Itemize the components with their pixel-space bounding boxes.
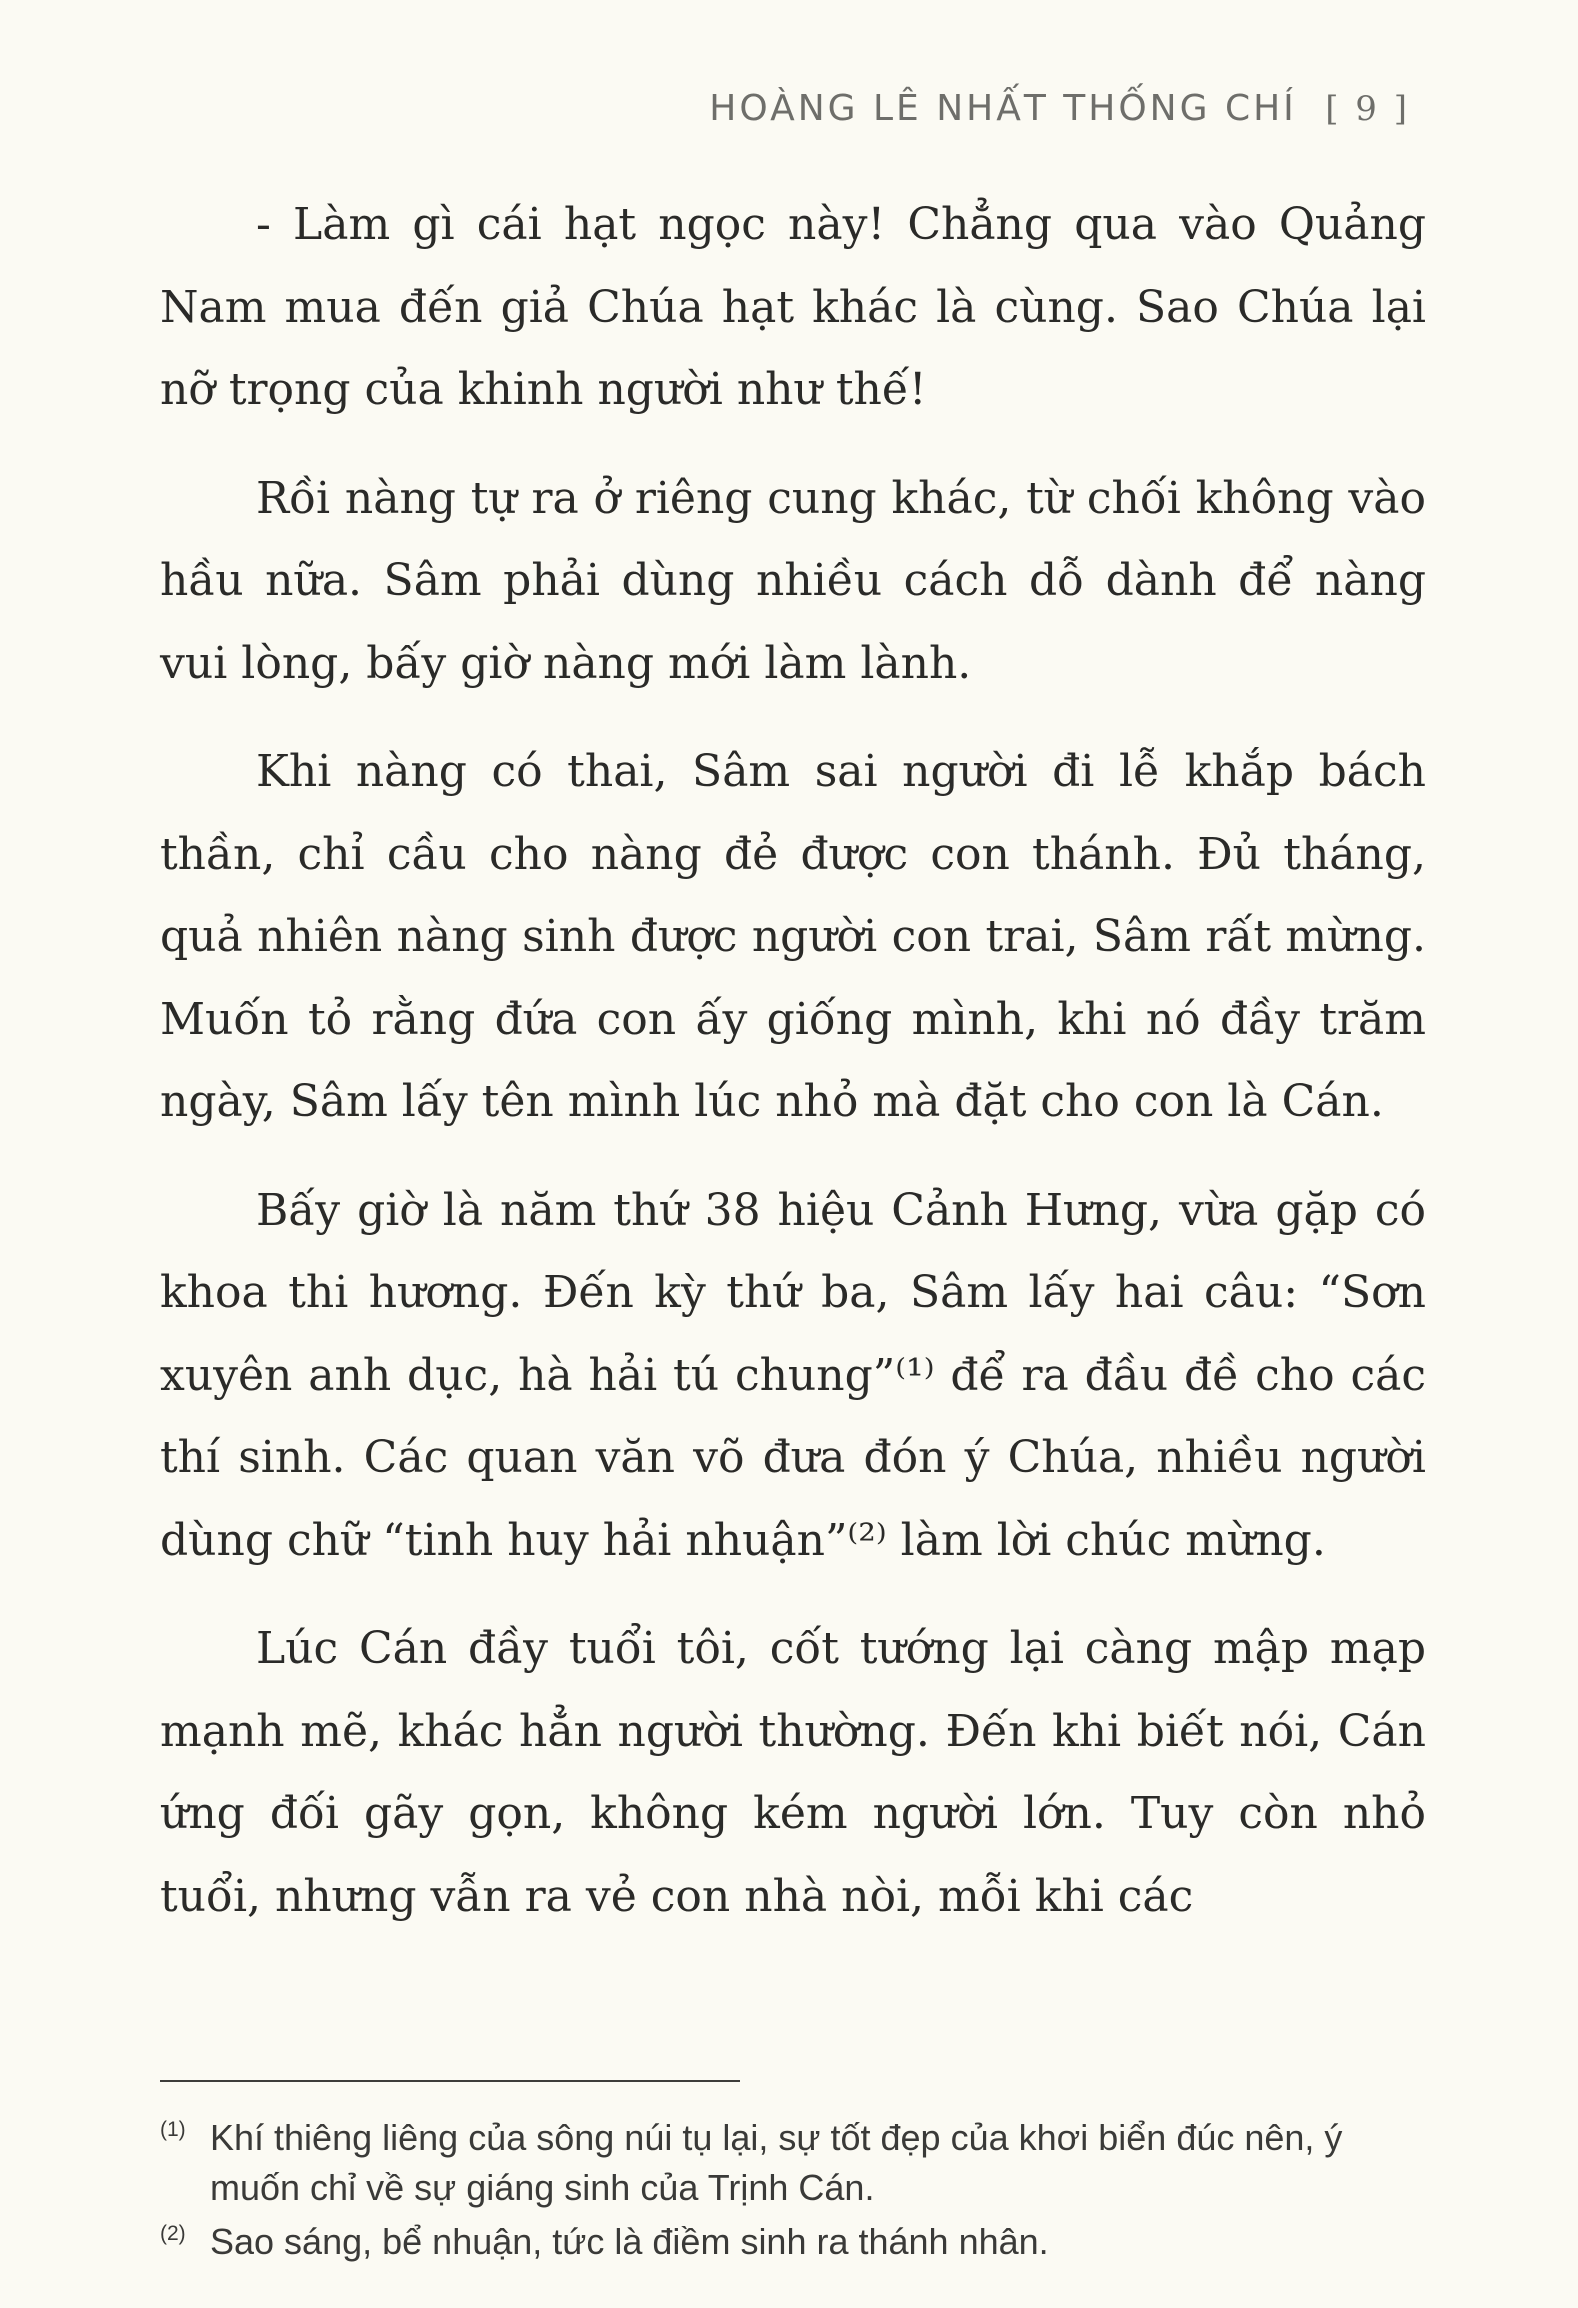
footnote-divider bbox=[160, 2080, 740, 2082]
paragraph-exam: Bấy giờ là năm thứ 38 hiệu Cảnh Hưng, vừa gặp có khoa thi hương. Đến kỳ thứ ba, Sâm lấy hai câu: “Sơn xuyên anh dục, hà hải tú chung”⁽¹⁾ để ra đầu đề cho các thí sinh. Các quan văn võ đưa đón ý Chúa, nhiều người dùng chữ “tinh huy hải nhuận”⁽²⁾ làm lời chúc mừng. bbox=[160, 1184, 1426, 1566]
footnote-1 bbox=[160, 2113, 1426, 2213]
paragraph-separate-palace: Rồi nàng tự ra ở riêng cung khác, từ chối không vào hầu nữa. Sâm phải dùng nhiều cách dỗ dành để nàng vui lòng, bấy giờ nàng mới làm lành. bbox=[160, 472, 1426, 689]
footnote-text: Sao sáng, bể nhuận, tức là điềm sinh ra thánh nhân. bbox=[210, 2221, 1049, 2262]
footnote-marker: (1) bbox=[160, 2118, 186, 2141]
footnote-2 bbox=[160, 2217, 1426, 2267]
paragraph-childhood: Lúc Cán đầy tuổi tôi, cốt tướng lại càng mập mạp mạnh mẽ, khác hẳn người thường. Đến khi biết nói, Cán ứng đối gãy gọn, không kém người lớn. Tuy còn nhỏ tuổi, nhưng vẫn ra vẻ con nhà nòi, mỗi khi các bbox=[160, 1623, 1426, 1922]
paragraph-dialogue: - Làm gì cái hạt ngọc này! Chẳng qua vào Quảng Nam mua đến giả Chúa hạt khác là cùng. Sao Chúa lại nỡ trọng của khinh người như thế! bbox=[160, 199, 1426, 415]
footnotes bbox=[160, 2113, 1426, 2271]
footnote-text: Khí thiêng liêng của sông núi tụ lại, sự tốt đẹp của khơi biển đúc nên, ý muốn chỉ về sự giáng sinh của Trịnh Cán. bbox=[210, 2117, 1343, 2208]
footnote-marker: (2) bbox=[160, 2222, 186, 2245]
running-header bbox=[709, 88, 1410, 129]
book-title: HOÀNG LÊ NHẤT THỐNG CHÍ bbox=[709, 88, 1297, 129]
paragraph-birth: Khi nàng có thai, Sâm sai người đi lễ khắp bách thần, chỉ cầu cho nàng đẻ được con thánh. Đủ tháng, quả nhiên nàng sinh được người con trai, Sâm rất mừng. Muốn tỏ rằng đứa con ấy giống mình, khi nó đầy trăm ngày, Sâm lấy tên mình lúc nhỏ mà đặt cho con là Cán. bbox=[160, 746, 1426, 1127]
page-number: [ 9 ] bbox=[1325, 89, 1410, 129]
main-text bbox=[160, 184, 1426, 1938]
